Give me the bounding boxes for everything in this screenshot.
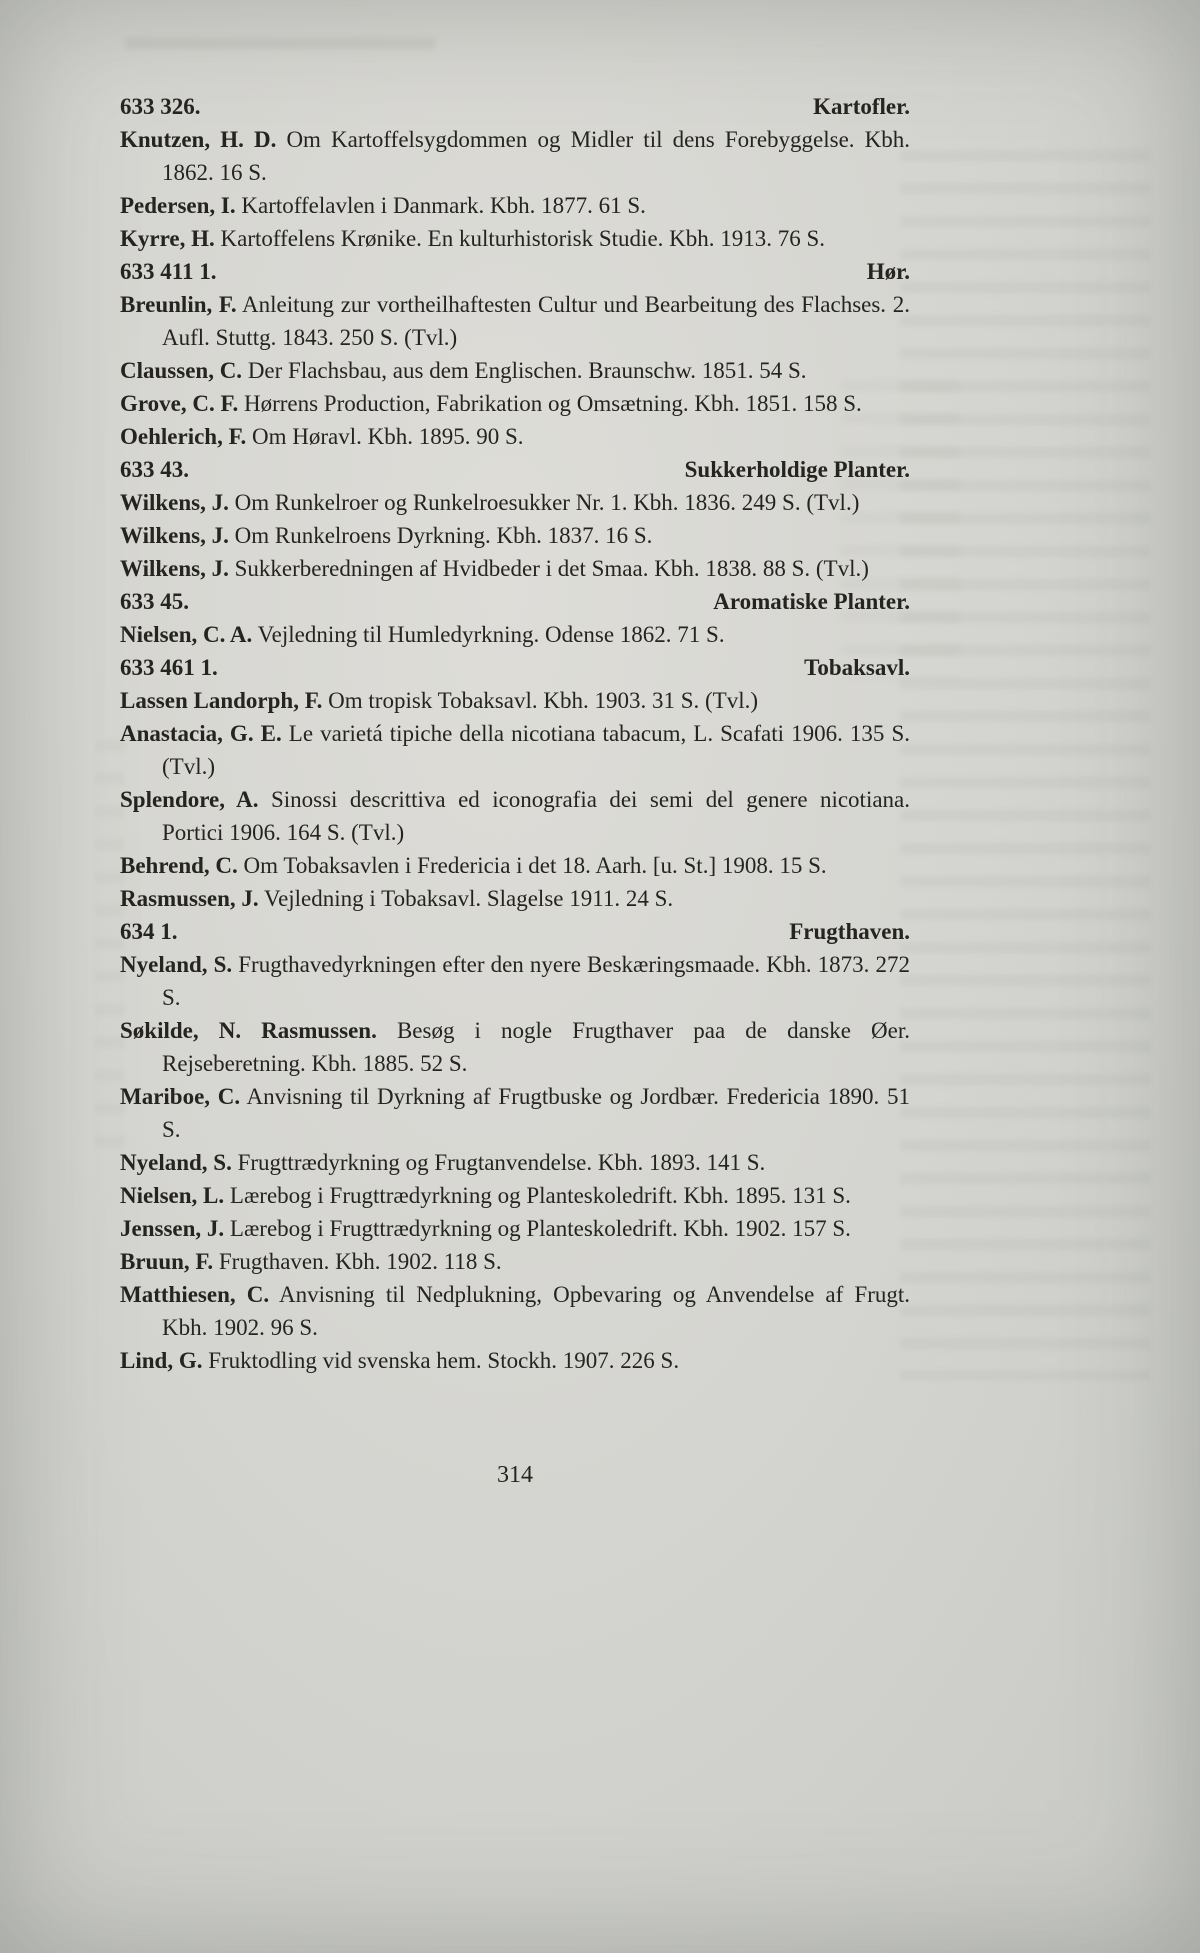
entry-author: Anastacia, G. E.: [120, 721, 282, 746]
section-title: Tobaksavl.: [804, 655, 910, 680]
entry-text: Besøg i nogle Frugthaver paa de danske Øer. Rejseberetning. Kbh. 1885. 52 S.: [162, 1018, 911, 1076]
entry-text: Om tropisk Tobaksavl. Kbh. 1903. 31 S. (Tvl.): [322, 688, 758, 713]
bibliography-entry: [120, 222, 910, 255]
bibliography-entry: [120, 618, 910, 651]
section-code: 633 326.: [120, 94, 201, 119]
section-title: Hør.: [866, 259, 910, 284]
bibliography-entry: [120, 354, 910, 387]
entry-author: Kyrre, H.: [120, 226, 215, 251]
entry-text: Vejledning i Tobaksavl. Slagelse 1911. 24 S.: [258, 886, 674, 911]
entry-author: Claussen, C.: [120, 358, 243, 383]
entry-author: Lassen Landorph, F.: [120, 688, 323, 713]
entry-author: Jenssen, J.: [120, 1216, 225, 1241]
section-header-sukkerholdige-planter: [120, 453, 910, 486]
entry-text: Kartoffelens Krønike. En kulturhistorisk Studie. Kbh. 1913. 76 S.: [214, 226, 826, 251]
bibliography-entry: [120, 783, 910, 849]
bibliography-entry: [120, 387, 910, 420]
entry-author: Wilkens, J.: [120, 523, 229, 548]
bibliography-entry: [120, 123, 910, 189]
entry-text: Kartoffelavlen i Danmark. Kbh. 1877. 61 S.: [235, 193, 646, 218]
entry-text: Om Runkelroer og Runkelroesukker Nr. 1. Kbh. 1836. 249 S. (Tvl.): [228, 490, 860, 515]
section-header-kartofler: [120, 90, 910, 123]
section-title: Kartofler.: [813, 94, 910, 119]
entry-text: Frugthavedyrkningen efter den nyere Beskæringsmaade. Kbh. 1873. 272 S.: [162, 952, 910, 1010]
section-header-hor: [120, 255, 910, 288]
bibliography-entry: [120, 1080, 910, 1146]
entry-text: Sukkerberedningen af Hvidbeder i det Smaa. Kbh. 1838. 88 S. (Tvl.): [228, 556, 869, 581]
bibliography-entry: [120, 849, 910, 882]
bleed-through-smudge: [125, 38, 435, 66]
entry-author: Nyeland, S.: [120, 1150, 232, 1175]
bibliography-entry: [120, 486, 910, 519]
bibliography-entry: [120, 420, 910, 453]
bibliography-entry: [120, 1245, 910, 1278]
entry-author: Splendore, A.: [120, 787, 259, 812]
section-code: 633 43.: [120, 457, 189, 482]
entry-author: Behrend, C.: [120, 853, 238, 878]
section-header-tobaksavl: [120, 651, 910, 684]
section-code: 633 411 1.: [120, 259, 217, 284]
entry-text: Hørrens Production, Fabrikation og Omsætning. Kbh. 1851. 158 S.: [238, 391, 862, 416]
entry-text: Der Flachsbau, aus dem Englischen. Braunschw. 1851. 54 S.: [242, 358, 807, 383]
bibliography-entry: [120, 1179, 910, 1212]
entry-author: Rasmussen, J.: [120, 886, 259, 911]
entry-author: Bruun, F.: [120, 1249, 214, 1274]
entry-author: Pedersen, I.: [120, 193, 236, 218]
entry-author: Breunlin, F.: [120, 292, 237, 317]
bibliography-entry: [120, 1344, 910, 1377]
bibliography-entry: [120, 519, 910, 552]
section-code: 634 1.: [120, 919, 178, 944]
bibliography-entry: [120, 684, 910, 717]
section-code: 633 461 1.: [120, 655, 218, 680]
entry-author: Matthiesen, C.: [120, 1282, 270, 1307]
entry-text: Anvisning til Dyrkning af Frugtbuske og Jordbær. Fredericia 1890. 51 S.: [162, 1084, 910, 1142]
entry-text: Frugttrædyrkning og Frugtanvendelse. Kbh. 1893. 141 S.: [231, 1150, 766, 1175]
entry-author: Nielsen, C. A.: [120, 622, 253, 647]
entry-text: Lærebog i Frugttrædyrkning og Planteskoledrift. Kbh. 1895. 131 S.: [224, 1183, 851, 1208]
entry-text: Vejledning til Humledyrkning. Odense 1862. 71 S.: [252, 622, 725, 647]
bibliography-entry: [120, 1212, 910, 1245]
entry-author: Oehlerich, F.: [120, 424, 247, 449]
section-title: Aromatiske Planter.: [713, 589, 910, 614]
bibliography-entry: [120, 1146, 910, 1179]
section-title: Sukkerholdige Planter.: [684, 457, 910, 482]
entry-author: Nielsen, L.: [120, 1183, 225, 1208]
entry-text: Sinossi descrittiva ed iconografia dei semi del genere nicotiana. Portici 1906. 164 S. (Tvl.): [162, 787, 910, 845]
bibliography-entry: [120, 1014, 910, 1080]
entry-text: Om Tobaksavlen i Fredericia i det 18. Aarh. [u. St.] 1908. 15 S.: [237, 853, 827, 878]
bibliography-text-block: [120, 90, 910, 1377]
entry-author: Wilkens, J.: [120, 490, 229, 515]
bibliography-entry: [120, 288, 910, 354]
entry-author: Wilkens, J.: [120, 556, 229, 581]
bleed-through-smudge: [900, 150, 1150, 1380]
bibliography-entry: [120, 882, 910, 915]
section-title: Frugthaven.: [789, 919, 910, 944]
entry-author: Nyeland, S.: [120, 952, 233, 977]
entry-author: Knutzen, H. D.: [120, 127, 277, 152]
entry-author: Mariboe, C.: [120, 1084, 241, 1109]
bibliography-entry: [120, 1278, 910, 1344]
section-header-frugthaven: [120, 915, 910, 948]
entry-author: Søkilde, N. Rasmussen.: [120, 1018, 377, 1043]
section-header-aromatiske-planter: [120, 585, 910, 618]
entry-text: Om Runkelroens Dyrkning. Kbh. 1837. 16 S.: [228, 523, 653, 548]
entry-text: Frugthaven. Kbh. 1902. 118 S.: [213, 1249, 502, 1274]
entry-text: Fruktodling vid svenska hem. Stockh. 1907. 226 S.: [202, 1348, 680, 1373]
bibliography-entry: [120, 948, 910, 1014]
entry-text: Lærebog i Frugttrædyrkning og Planteskoledrift. Kbh. 1902. 157 S.: [224, 1216, 851, 1241]
bibliography-entry: [120, 189, 910, 222]
section-code: 633 45.: [120, 589, 189, 614]
bibliography-entry: [120, 717, 910, 783]
entry-author: Lind, G.: [120, 1348, 203, 1373]
page-number: 314: [497, 1462, 533, 1488]
entry-text: Om Kartoffelsygdommen og Midler til dens Forebyggelse. Kbh. 1862. 16 S.: [162, 127, 911, 185]
entry-text: Om Høravl. Kbh. 1895. 90 S.: [246, 424, 524, 449]
entry-text: Anvisning til Nedplukning, Opbevaring og Anvendelse af Frugt. Kbh. 1902. 96 S.: [162, 1282, 911, 1340]
entry-text: Anleitung zur vortheilhaftesten Cultur und Bearbeitung des Flachses. 2. Aufl. Stuttg. 1843. 250 S. (Tvl.): [162, 292, 910, 350]
entry-author: Grove, C. F.: [120, 391, 239, 416]
bibliography-entry: [120, 552, 910, 585]
entry-text: Le varietá tipiche della nicotiana tabacum, L. Scafati 1906. 135 S. (Tvl.): [162, 721, 910, 779]
